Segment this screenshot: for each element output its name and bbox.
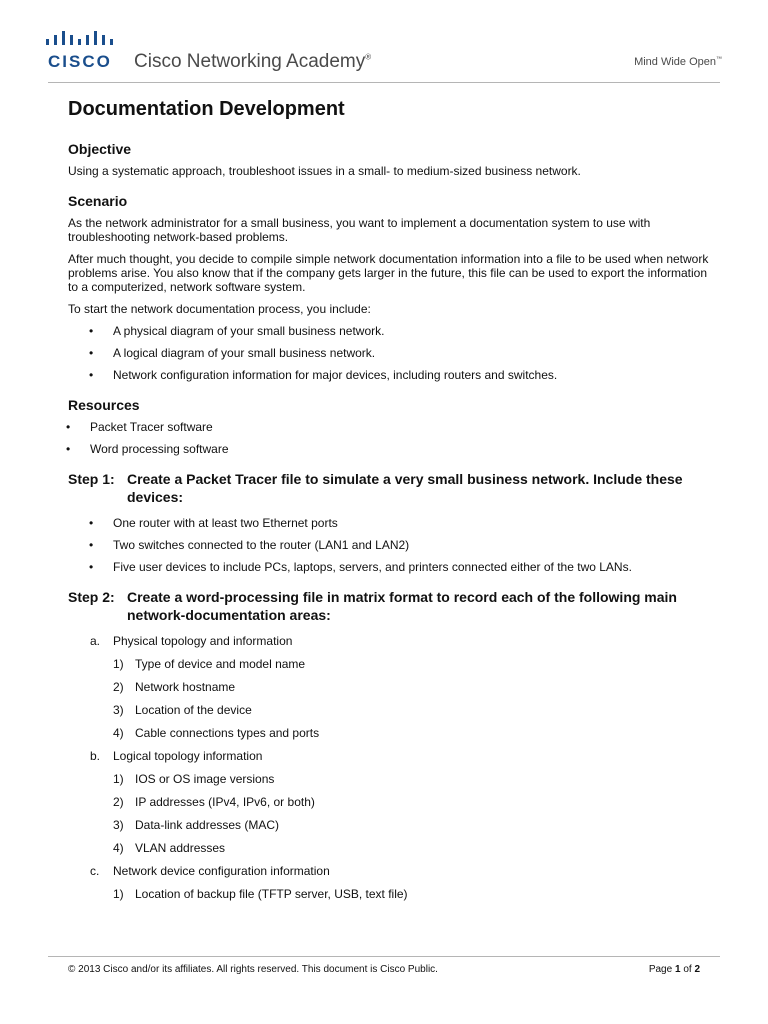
list-item: 1) Location of backup file (TFTP server, USB, text file) — [113, 887, 408, 901]
cisco-wordmark: CISCO — [48, 52, 112, 71]
list-marker: a. — [90, 634, 101, 648]
sub-list — [113, 887, 710, 901]
list-item: 1) IOS or OS image versions — [113, 772, 275, 786]
cisco-logo-icon — [46, 30, 114, 48]
resources-heading: Resources — [68, 397, 140, 413]
scenario-paragraph: As the network administrator for a small business, you want to implement a documentation system to use with troubleshooting network-based problems. — [68, 216, 651, 244]
list-item: • Packet Tracer software — [90, 420, 710, 434]
resources-list — [68, 420, 710, 456]
step-number: Step 1: — [68, 471, 115, 487]
list-item: • Word processing software — [90, 442, 710, 456]
list-label: Network device configuration information — [113, 864, 330, 878]
step-2-list — [68, 634, 710, 901]
step-text: Create a Packet Tracer file to simulate a very small business network. Include these devices: — [127, 471, 683, 505]
step-2-heading — [68, 588, 710, 624]
step-number: Step 2: — [68, 589, 115, 605]
list-item: • Network configuration information for major devices, including routers and switches. — [113, 368, 710, 382]
list-label: Physical topology and information — [113, 634, 293, 648]
scenario-paragraph: To start the network documentation process, you include: — [68, 302, 371, 316]
list-item: 1) Type of device and model name — [113, 657, 306, 671]
list-item: 4) VLAN addresses — [113, 841, 226, 855]
list-item — [90, 634, 710, 740]
footer-divider — [48, 956, 720, 957]
page-number: Page 1 of 2 — [648, 964, 700, 975]
objective-heading: Objective — [68, 141, 132, 157]
copyright-notice: © 2013 Cisco and/or its affiliates. All rights reserved. This document is Cisco Public. — [68, 964, 438, 975]
scenario-heading: Scenario — [68, 193, 128, 209]
list-label: Logical topology information — [113, 749, 263, 763]
list-item: 3) Data-link addresses (MAC) — [113, 818, 280, 832]
step-1-heading — [68, 470, 710, 506]
step-1-list — [68, 516, 710, 574]
list-item: • Five user devices to include PCs, laptops, servers, and printers connected either of the two LANs. — [113, 560, 710, 574]
list-marker: b. — [90, 749, 101, 763]
sub-list — [113, 657, 710, 740]
list-item: • One router with at least two Ethernet ports — [113, 516, 710, 530]
list-item: 3) Location of the device — [113, 703, 252, 717]
list-item — [90, 864, 710, 901]
list-item — [90, 749, 710, 855]
page-title: Documentation Development — [68, 98, 345, 120]
list-item: 2) Network hostname — [113, 680, 236, 694]
sub-list — [113, 772, 710, 855]
step-text: Create a word-processing file in matrix format to record each of the following main network-documentation areas: — [127, 589, 677, 623]
objective-text: Using a systematic approach, troubleshoot issues in a small- to medium-sized business network. — [68, 164, 581, 178]
list-item: • Two switches connected to the router (LAN1 and LAN2) — [113, 538, 710, 552]
tagline: Mind Wide Open™ — [634, 56, 722, 68]
list-item: 2) IP addresses (IPv4, IPv6, or both) — [113, 795, 315, 809]
list-item: 4) Cable connections types and ports — [113, 726, 320, 740]
list-marker: c. — [90, 864, 100, 878]
page-header — [0, 0, 768, 90]
scenario-paragraph: After much thought, you decide to compile simple network documentation information into a file to be used when network problems arise. You also know that if the company gets larger in the future, this file can be used to export the information to a computerized, network software system. — [68, 252, 709, 294]
list-item: • A physical diagram of your small business network. — [113, 324, 710, 338]
scenario-list — [68, 324, 710, 382]
list-item: • A logical diagram of your small business network. — [113, 346, 710, 360]
header-divider — [48, 82, 720, 83]
document-body — [68, 96, 710, 910]
academy-name: Cisco Networking Academy® — [134, 51, 372, 72]
